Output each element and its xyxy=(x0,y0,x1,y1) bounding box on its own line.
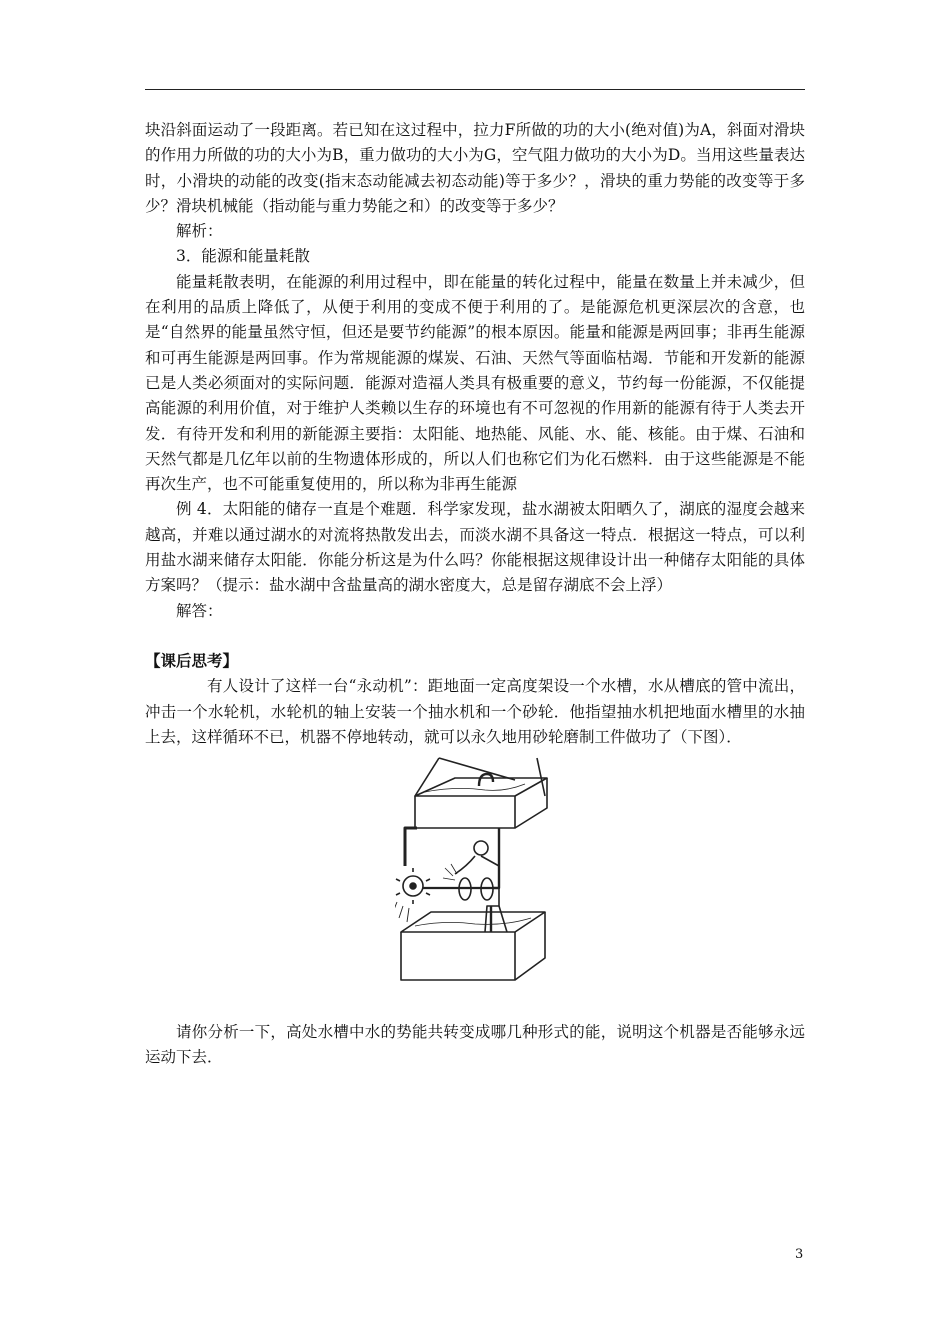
lower-tank-top xyxy=(401,912,545,932)
section-3-title: 3．能源和能量耗散 xyxy=(176,247,310,266)
analysis-label: 解析： xyxy=(176,222,223,241)
page-number: 3 xyxy=(795,1247,804,1262)
perpetual-motion-figure xyxy=(395,756,555,984)
upper-tank-front xyxy=(415,796,515,828)
rope-right xyxy=(439,758,515,780)
upper-tank-top xyxy=(415,778,547,796)
lower-water-surface xyxy=(415,918,531,926)
afterclass-heading: 【课后思考】 xyxy=(145,651,239,670)
spacer xyxy=(145,984,805,1020)
section-3-body: 能量耗散表明，在能源的利用过程中，即在能量的转化过程中，能量在数量上并未减少，但在利用的品质上降低了，从便于利用的变成不便于利用的了。是能源危机更深层次的含意，也是“自然界的能量虽然守恒，但还是要节约能源”的根本原因。能量和能源是两回事；非再生能源和可再生能源是两回事。作为常规能源的煤炭、石油、天然气等面临枯竭．节能和开发新的能源已是人类必须面对的实际问题．能源对造福人类具有极重要的意义，节约每一份能源，不仅能提高能源的利用价值，对于维护人类赖以生存的环境也有不可忽视的作用新的能源有待于人类去开发．有待开发和利用的新能源主要指：太阳能、地热能、风能、水、能、核能。由于煤、石油和天然气都是几亿年以前的生物遗体形成的，所以人们也称它们为化石燃料．由于这些能源是不能再次生产，也不可能重复使用的，所以称为非再生能源 xyxy=(145,272,805,494)
perpetual-motion-illustration xyxy=(395,756,555,984)
worker-arm xyxy=(455,856,475,874)
header-rule xyxy=(145,89,805,90)
worker-leg xyxy=(499,906,507,932)
water-wheel-hub xyxy=(410,883,416,889)
continuation-paragraph: 块沿斜面运动了一段距离。若已知在这过程中，拉力F所做的功的大小(绝对值)为A，斜面对滑块的作用力所做的功的大小为B，重力做功的大小为G，空气阻力做功的大小为D。当用这些量表达时，小滑块的动能的改变(指末态动能减去初态动能)等于多少？，滑块的重力势能的改变等于多少？滑块机械能（指动能与重力势能之和）的改变等于多少？ xyxy=(145,121,805,215)
drain-pipe xyxy=(405,828,417,866)
pump-outlet xyxy=(479,774,493,786)
rope-far xyxy=(537,758,545,796)
example-4: 例 4．太阳能的储存一直是个难题．科学家发现，盐水湖被太阳晒久了，湖底的湿度会越来越高，并难以通过湖水的对流将热散发出去，而淡水湖不具备这一特点．根据这一特点，可以利用盐水湖来储存太阳能．你能分析这是为什么吗？你能根据这规律设计出一种储存太阳能的具体方案吗？（提示：盐水湖中含盐量高的湖水密度大，总是留存湖底不会上浮） xyxy=(145,500,805,595)
question-paragraph: 请你分析一下，高处水槽中水的势能共转变成哪几种形式的能，说明这个机器是否能够永远运动下去． xyxy=(145,1023,805,1067)
spacer xyxy=(145,624,805,649)
pump-pipe xyxy=(493,828,499,888)
water-splash xyxy=(395,902,409,922)
page-body xyxy=(145,118,805,1071)
answer-label: 解答： xyxy=(176,601,223,620)
worker-head xyxy=(474,841,488,855)
afterclass-body: 有人设计了这样一台“永动机”：距地面一定高度架设一个水槽，水从槽底的管中流出，冲击一个水轮机，水轮机的轴上安装一个抽水机和一个砂轮．他指望抽水机把地面水槽里的水抽上去，这样循环不已，机器不停地转动，就可以永久地用砂轮磨制工件做功了（下图）． xyxy=(145,677,805,746)
lower-tank-front xyxy=(401,932,515,980)
sparks xyxy=(443,864,457,880)
